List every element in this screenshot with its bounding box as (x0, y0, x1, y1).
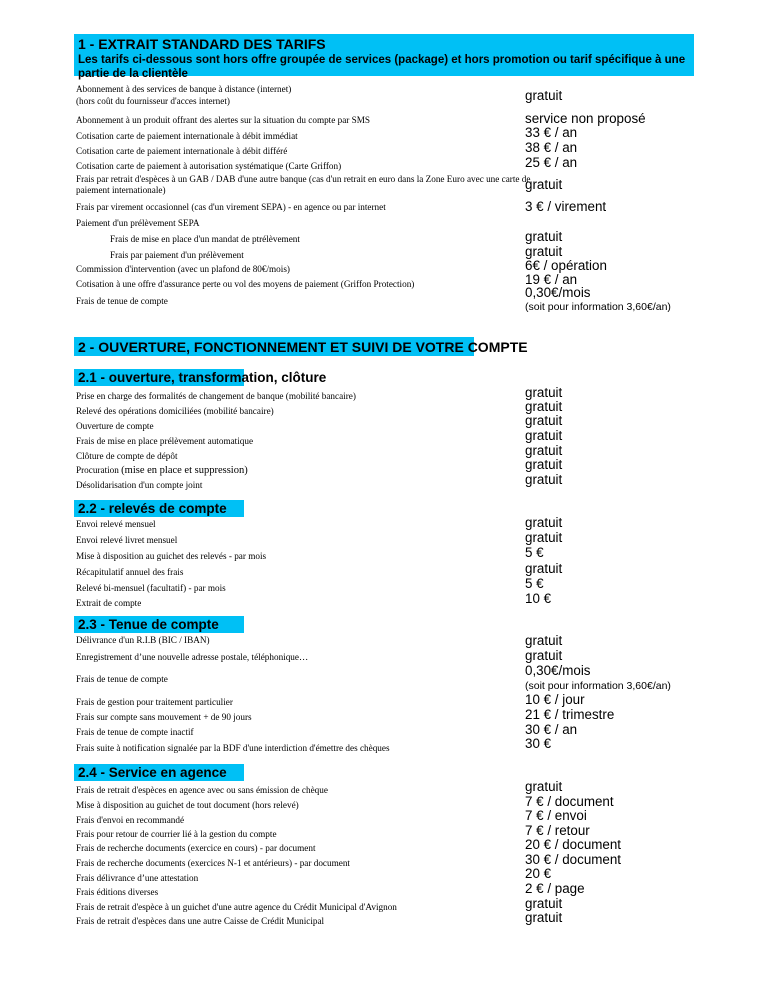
tariff-value: 7 € / envoi (525, 808, 587, 823)
subsection-2-4-header (74, 764, 244, 781)
tariff-label: Frais de mise en place d'un mandat de ptrélèvement (110, 234, 300, 244)
tariff-label: Cotisation carte de paiement internationale à débit immédiat (76, 131, 298, 141)
tariff-label: Frais de tenue de compte (76, 296, 168, 306)
tariff-label: Frais délivrance d’une attestation (76, 873, 199, 883)
tariff-label: Commission d'intervention (avec un plafond de 80€/mois) (76, 264, 290, 274)
tariff-label: Relevé des opérations domiciliées (mobilité bancaire) (76, 406, 274, 416)
tariff-value: gratuit (525, 229, 563, 244)
tariff-value: 20 € / document (525, 837, 622, 852)
tariff-label: Mise à disposition au guichet des relevés - par mois (76, 551, 267, 561)
tariff-label: Frais de retrait d'espèces dans une autre Caisse de Crédit Municipal (76, 916, 325, 926)
section1-header (74, 34, 694, 80)
tariff-label: Frais de tenue de compte (76, 674, 168, 684)
tariff-value: gratuit (525, 472, 563, 487)
tariff-label: Frais de retrait d'espèce à un guichet d'une autre agence du Crédit Municipal d'Avignon (76, 902, 397, 912)
tariff-value: 30 € (525, 736, 552, 751)
subsection-2-3-header (74, 616, 244, 633)
subsection-2-2-header (74, 500, 244, 517)
tariff-value: gratuit (525, 648, 563, 663)
tariff-value: 33 € / an (525, 125, 578, 140)
tariff-value: gratuit (525, 779, 563, 794)
subsection-title: 2.1 - ouverture, transformation, clôture (78, 370, 327, 385)
tariff-label (76, 465, 248, 476)
tariff-value-note: (soit pour information 3,60€/an) (525, 301, 671, 313)
tariff-label: Frais suite à notification signalée par la BDF d'une interdiction d'émettre des chèques (76, 743, 390, 753)
tariff-label: Frais par retrait d'espèces à un GAB / DAB d'une autre banque (cas d'un retrait en euro dans la Zone Euro avec une carte de (76, 174, 531, 184)
tariff-label: Frais de recherche documents (exercices N-1 et antérieurs) - par document (76, 858, 350, 868)
section1-title: 1 - EXTRAIT STANDARD DES TARIFS (78, 36, 326, 52)
tariff-value: gratuit (525, 244, 563, 259)
tariff-value: gratuit (525, 399, 563, 414)
tariff-label: Cotisation à une offre d'assurance perte ou vol des moyens de paiement (Griffon Protection) (76, 279, 415, 289)
tariff-label: Cotisation carte de paiement à autorisation systématique (Carte Griffon) (76, 161, 342, 171)
tariff-label: Frais d'envoi en recommandé (76, 815, 185, 825)
tariff-label: Frais de gestion pour traitement particulier (76, 697, 233, 707)
tariff-label: Frais de retrait d'espèces en agence avec ou sans émission de chèque (76, 785, 328, 795)
tariff-value: 0,30€/mois (525, 663, 591, 678)
tariff-label: Délivrance d'un R.I.B (BIC / IBAN) (76, 635, 210, 645)
tariff-group-label: Paiement d'un prélèvement SEPA (76, 218, 200, 228)
tariff-value: gratuit (525, 428, 563, 443)
tariff-label: Prise en charge des formalités de changement de banque (mobilité bancaire) (76, 391, 356, 401)
tariff-value: 10 € / jour (525, 692, 585, 707)
tariff-label: Relevé bi-mensuel (facultatif) - par mois (76, 583, 226, 593)
subsection-2-1-header (74, 369, 327, 386)
tariff-value: gratuit (525, 443, 563, 458)
tariff-label-line2: (hors coût du fournisseur d'acces internet) (76, 96, 230, 106)
tariff-value: 0,30€/mois (525, 285, 591, 300)
tariff-label: Frais éditions diverses (76, 887, 159, 897)
section2-header (74, 337, 528, 356)
tariff-value: gratuit (525, 88, 563, 103)
tariff-value: gratuit (525, 530, 563, 545)
tariff-value: 5 € (525, 545, 544, 560)
tariff-label: Mise à disposition au guichet de tout document (hors relevé) (76, 800, 299, 810)
tariff-value: gratuit (525, 413, 563, 428)
tariff-label: Clôture de compte de dépôt (76, 451, 178, 461)
tariff-value: 10 € (525, 591, 552, 606)
section1-subtitle: Les tarifs ci-dessous sont hors offre groupée de services (package) et hors promotion ou tarif spécifique à une partie de la clientèle (78, 54, 686, 80)
tariff-value: gratuit (525, 910, 563, 925)
subsection-title: 2.4 - Service en agence (78, 765, 227, 780)
tariff-value: gratuit (525, 177, 563, 192)
tariff-label: Enregistrement d’une nouvelle adresse postale, téléphonique… (76, 652, 309, 662)
tariff-label: Extrait de compte (76, 598, 142, 608)
tariff-value: 7 € / document (525, 794, 614, 809)
tariff-value: gratuit (525, 515, 563, 530)
tariff-label: Frais de mise en place prélèvement automatique (76, 436, 254, 446)
tariff-label: Abonnement à des services de banque à distance (internet) (76, 84, 292, 94)
tariff-value: 38 € / an (525, 140, 578, 155)
tariff-label: Cotisation carte de paiement internationale à débit différé (76, 146, 288, 156)
tariff-label: Récapitulatif annuel des frais (76, 567, 184, 577)
tariff-value: service non proposé (525, 111, 646, 126)
tariff-label-end: (mise en place et suppression) (121, 465, 248, 476)
tariff-label: Frais de tenue de compte inactif (76, 727, 194, 737)
tariff-label-start: Procuration (76, 465, 119, 475)
tariff-value: 20 € (525, 866, 552, 881)
tariff-value: gratuit (525, 385, 563, 400)
subsection-title: 2.2 - relevés de compte (78, 501, 227, 516)
tariff-value: 21 € / trimestre (525, 707, 615, 722)
tariff-label: Frais sur compte sans mouvement + de 90 jours (76, 712, 252, 722)
tariff-label: Ouverture de compte (76, 421, 154, 431)
tariff-value: 5 € (525, 576, 544, 591)
tariff-label: Désolidarisation d'un compte joint (76, 480, 203, 490)
tariff-value: 2 € / page (525, 881, 585, 896)
tariff-value: gratuit (525, 561, 563, 576)
tariff-label: Frais de recherche documents (exercice en cours) - par document (76, 843, 316, 853)
tariff-value: gratuit (525, 457, 563, 472)
tariff-label: Frais par paiement d'un prélèvement (110, 250, 244, 260)
tariff-value: 7 € / retour (525, 823, 590, 838)
subsection-title: 2.3 - Tenue de compte (78, 617, 219, 632)
tariff-label: Frais pour retour de courrier lié à la gestion du compte (76, 829, 277, 839)
tariff-value: gratuit (525, 896, 563, 911)
tariff-label: Frais par virement occasionnel (cas d'un virement SEPA) - en agence ou par internet (76, 202, 386, 212)
tariff-label: Abonnement à un produit offrant des alertes sur la situation du compte par SMS (76, 115, 371, 125)
tariff-value: 30 € / an (525, 722, 578, 737)
tariff-value: 30 € / document (525, 852, 622, 867)
tariff-value: 6€ / opération (525, 258, 607, 273)
tariff-value: 25 € / an (525, 155, 578, 170)
tariff-label: Envoi relevé mensuel (76, 519, 156, 529)
tariff-label-line2: paiement internationale) (76, 185, 166, 195)
tariff-value: 3 € / virement (525, 199, 607, 214)
tariff-value: gratuit (525, 633, 563, 648)
tariff-label: Envoi relevé livret mensuel (76, 535, 178, 545)
tariff-value: 19 € / an (525, 272, 578, 287)
section2-title: 2 - OUVERTURE, FONCTIONNEMENT ET SUIVI DE VOTRE COMPTE (78, 339, 528, 355)
tariff-value-note: (soit pour information 3,60€/an) (525, 680, 671, 692)
